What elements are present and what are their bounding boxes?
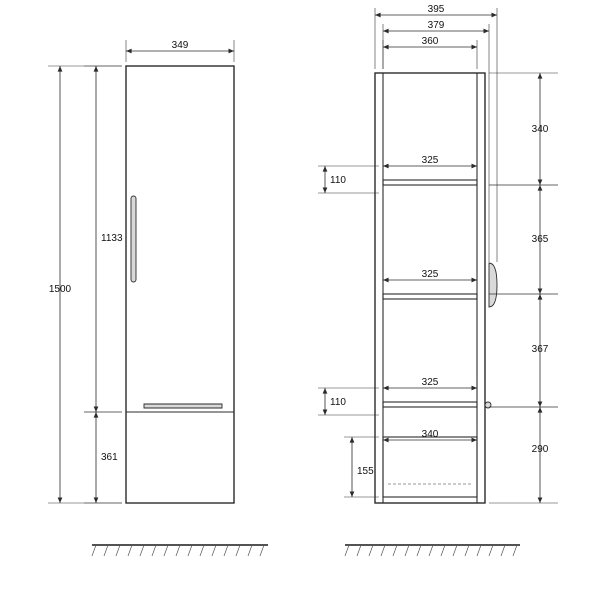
- side-drawer-box: [383, 437, 477, 497]
- floor-hatch-left: [92, 545, 268, 556]
- dim-label-325-a: 325: [421, 155, 439, 166]
- dim-label-379: 379: [427, 20, 445, 31]
- side-shelf-1: [383, 180, 477, 185]
- front-lower-handle: [144, 404, 222, 408]
- side-door-handle: [489, 263, 497, 307]
- dim-label-340-drawer: 340: [421, 429, 439, 440]
- dim-label-340: 340: [531, 124, 549, 135]
- dim-label-110-b: 110: [330, 397, 346, 408]
- dim-front-lower-height: [84, 412, 122, 503]
- dim-gap-bottom: [318, 388, 379, 415]
- floor-hatch-right: [345, 545, 520, 556]
- dim-label-360: 360: [421, 36, 439, 47]
- dim-front-width: [126, 40, 234, 62]
- dim-label-365: 365: [531, 234, 549, 245]
- dim-shelf-depth-3: [383, 377, 477, 402]
- dim-drawer-depth: [383, 424, 477, 440]
- dim-label-367: 367: [531, 344, 549, 355]
- front-cabinet-outline: [126, 66, 234, 503]
- dim-front-upper-height: [84, 66, 123, 412]
- dim-drawer-height: [344, 437, 379, 497]
- dim-label-1133: 1133: [101, 233, 123, 244]
- dim-shelf-depth-1: [383, 155, 477, 180]
- dim-label-110-a: 110: [330, 175, 346, 186]
- dim-section-365: [489, 185, 558, 294]
- dim-section-290: [489, 407, 558, 503]
- dim-side-depth-inner: [383, 36, 477, 69]
- dim-label-155: 155: [357, 466, 374, 477]
- dim-label-1500: 1500: [48, 284, 72, 295]
- dim-label-395: 395: [427, 4, 445, 15]
- front-elevation-view: [126, 66, 234, 503]
- dim-label-325-c: 325: [421, 377, 439, 388]
- dim-section-367: [489, 294, 558, 407]
- dim-front-total-height: [48, 66, 122, 503]
- side-shelf-2: [383, 294, 477, 299]
- dim-label-325-b: 325: [421, 269, 439, 280]
- dim-label-290: 290: [531, 444, 549, 455]
- side-shelf-3: [383, 402, 477, 407]
- dim-shelf-depth-2: [383, 269, 477, 294]
- dim-section-340: [489, 73, 558, 185]
- front-door-handle: [131, 196, 136, 282]
- dim-side-depth-middle: [383, 20, 489, 262]
- dim-gap-top: [318, 166, 379, 193]
- dim-label-361: 361: [101, 452, 118, 463]
- dim-label-349: 349: [171, 40, 189, 51]
